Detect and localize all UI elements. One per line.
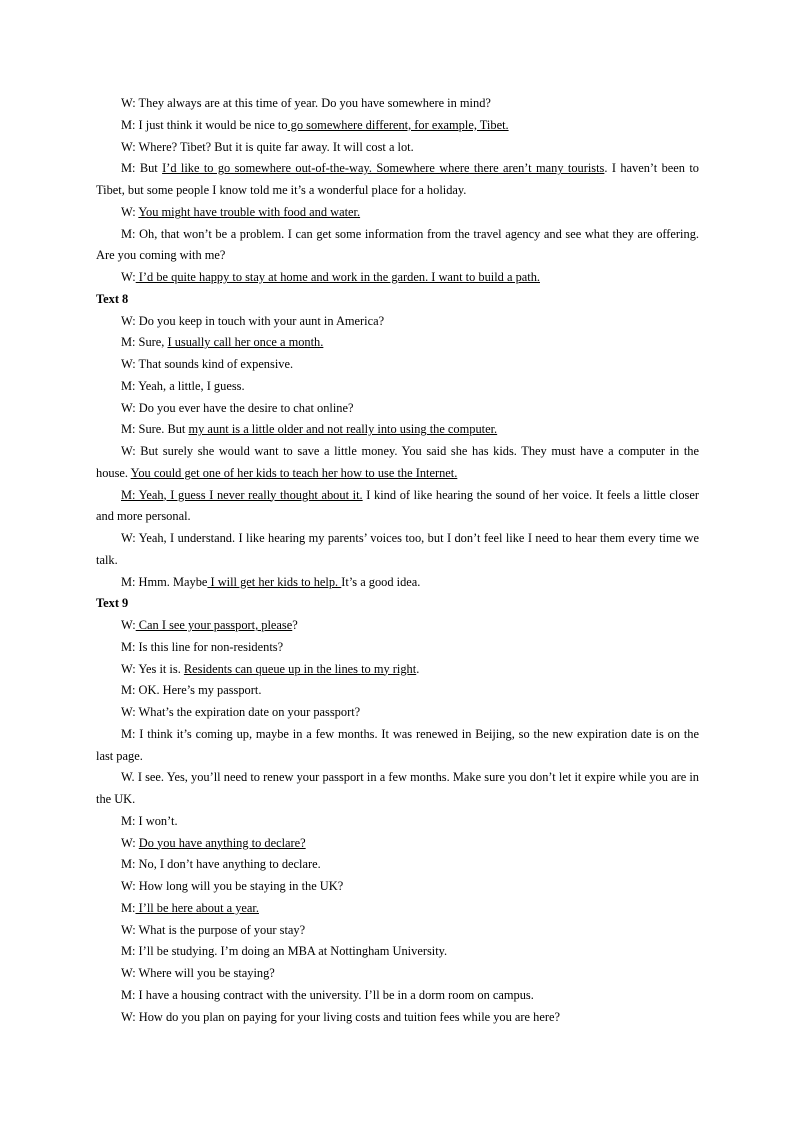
underlined-text: I’d be quite happy to stay at home and work in the garden. I want to build a path. [135, 270, 540, 284]
text-segment: M: Yeah, a little, I guess. [121, 378, 245, 393]
text-segment: W: Where? Tibet? But it is quite far away. It will cost a lot. [121, 139, 414, 154]
text-segment: W: Yeah, I understand. I like hearing my parents’ voices too, but I don’t feel like I need to hear them every time we talk. [96, 531, 699, 567]
text-segment: . [416, 661, 420, 676]
dialogue-line [96, 572, 699, 594]
text-segment: W: [121, 270, 136, 284]
dialogue-line [96, 137, 699, 159]
text-segment: W: How do you plan on paying for your living costs and tuition fees while you are here? [121, 1009, 560, 1024]
dialogue-line [96, 833, 699, 855]
underlined-text: Do you have anything to declare? [138, 835, 306, 850]
dialogue-line [96, 637, 699, 659]
dialogue-line [96, 354, 699, 376]
text-segment: M: I’ll be studying. I’m doing an MBA at Nottingham University. [121, 944, 448, 959]
text-segment: M: Sure. But [121, 422, 189, 437]
dialogue-line [96, 311, 699, 333]
underlined-text: You could get one of her kids to teach her how to use the Internet. [130, 465, 458, 480]
dialogue-line [96, 963, 699, 985]
dialogue-line [96, 680, 699, 702]
text-segment: M: Is this line for non-residents? [121, 639, 284, 654]
text-segment: M: Oh, that won’t be a problem. I can get some information from the travel agency and see what they are offering. Are you coming with me? [96, 226, 699, 263]
dialogue-line [96, 267, 699, 289]
text-segment: I kind of like hearing the sound of her voice. It feels a little closer and more personal. [96, 487, 699, 524]
text-segment: . I haven’t been to Tibet, but some people I know told me it’s a wonderful place for a holiday. [96, 161, 700, 197]
section-heading [96, 289, 699, 311]
text-segment: M: Hmm. Maybe [121, 574, 208, 589]
dialogue-line [96, 202, 699, 224]
document-body [96, 93, 699, 1028]
dialogue-line [96, 528, 699, 572]
text-segment: M: I have a housing contract with the university. I’ll be in a dorm room on campus. [121, 987, 534, 1002]
text-segment: W: [121, 204, 139, 219]
text-segment: W: Do you ever have the desire to chat online? [121, 400, 354, 415]
dialogue-line [96, 724, 699, 768]
text-segment: W: But surely she would want to save a little money. You said she has kids. They must have a computer in the house. [96, 444, 699, 480]
dialogue-line [96, 898, 699, 920]
text-segment: W: They always are at this time of year. Do you have somewhere in mind? [121, 96, 491, 110]
text-segment: W: That sounds kind of expensive. [121, 357, 294, 371]
dialogue-line [96, 702, 699, 724]
underlined-text: I will get her kids to help. [207, 574, 342, 589]
text-segment: W: What’s the expiration date on your passport? [121, 705, 361, 719]
dialogue-line [96, 441, 699, 485]
dialogue-line [96, 985, 699, 1007]
dialogue-line [96, 920, 699, 942]
underlined-text: Can I see your passport, please [135, 618, 293, 632]
section-heading [96, 593, 699, 615]
underlined-text: M: Yeah, I guess I never really thought about it. [121, 487, 363, 502]
underlined-text: Residents can queue up in the lines to my right [183, 661, 417, 676]
text-segment: W: Do you keep in touch with your aunt in America? [121, 313, 385, 328]
dialogue-line [96, 93, 699, 115]
underlined-text: I’ll be here about a year. [135, 900, 259, 915]
text-segment: W: [121, 618, 136, 632]
dialogue-line [96, 811, 699, 833]
dialogue-line [96, 767, 699, 811]
underlined-text: I usually call her once a month. [167, 335, 324, 350]
text-segment: M: But [121, 161, 163, 176]
dialogue-line [96, 485, 699, 529]
text-segment: Text 9 [96, 596, 129, 611]
text-segment: M: I just think it would be nice to [121, 117, 288, 132]
text-segment: W. I see. Yes, you’ll need to renew your passport in a few months. Make sure you don’t let it expire while you are in the UK. [96, 770, 699, 806]
dialogue-line [96, 854, 699, 876]
dialogue-line [96, 876, 699, 898]
text-segment: ? [292, 618, 298, 632]
text-segment: M: Sure, [121, 335, 168, 350]
dialogue-line [96, 158, 699, 202]
text-segment: W: Where will you be staying? [121, 966, 275, 980]
text-segment: W: How long will you be staying in the UK? [121, 879, 344, 893]
underlined-text: my aunt is a little older and not really into using the computer. [188, 422, 498, 437]
text-segment: M: I won’t. [121, 813, 178, 828]
text-segment: Text 8 [96, 291, 129, 306]
dialogue-line [96, 224, 699, 268]
dialogue-line [96, 115, 699, 137]
dialogue-line [96, 615, 699, 637]
text-segment: M: I think it’s coming up, maybe in a few months. It was renewed in Beijing, so the new expiration date is on the last page. [96, 726, 699, 763]
underlined-text: go somewhere different, for example, Tibet. [287, 117, 509, 132]
dialogue-line [96, 332, 699, 354]
dialogue-line [96, 419, 699, 441]
dialogue-line [96, 941, 699, 963]
text-segment: M: OK. Here’s my passport. [121, 683, 262, 698]
dialogue-line [96, 659, 699, 681]
underlined-text: You might have trouble with food and water. [138, 204, 361, 219]
text-segment: W: Yes it is. [121, 661, 184, 676]
dialogue-line [96, 376, 699, 398]
dialogue-line [96, 398, 699, 420]
text-segment: W: What is the purpose of your stay? [121, 922, 306, 937]
text-segment: W: [121, 835, 139, 850]
text-segment: It’s a good idea. [341, 574, 421, 589]
dialogue-line [96, 1007, 699, 1029]
text-segment: M: No, I don’t have anything to declare. [121, 857, 321, 872]
underlined-text: I’d like to go somewhere out-of-the-way. Somewhere where there aren’t many tourists [162, 161, 605, 176]
text-segment: M: [121, 900, 136, 915]
